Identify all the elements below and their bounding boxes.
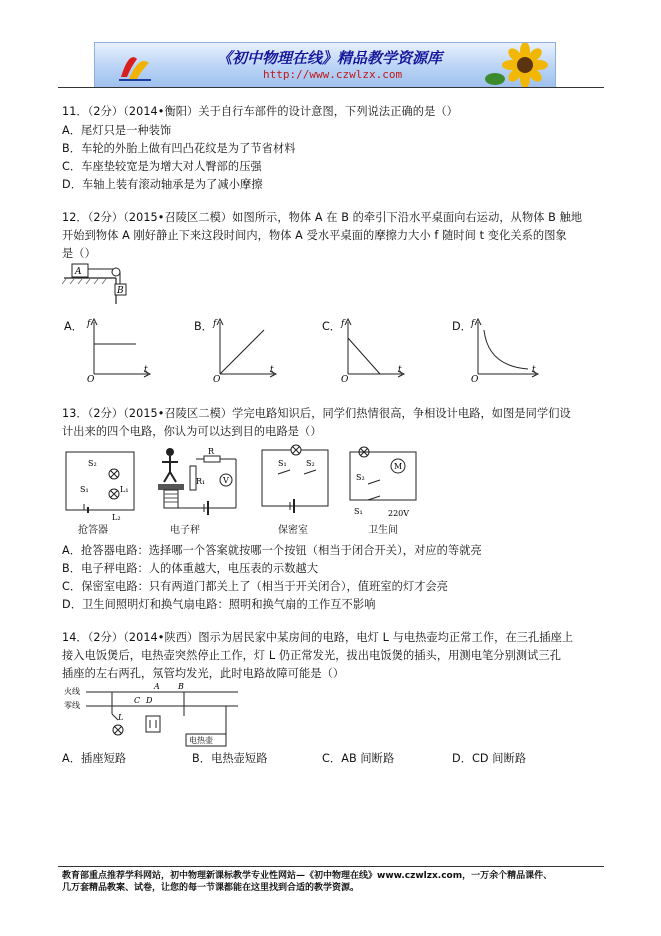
q12-graph-option-b-label[interactable]: B．: [194, 320, 213, 333]
q13-circuit-2-caption: 电子秤: [170, 525, 200, 536]
q13-c3-s1: S₁: [278, 459, 287, 468]
q13-circuit-2: [150, 444, 242, 526]
q13-circuit-3: [256, 444, 336, 526]
q12-graph-a-origin: O: [87, 375, 95, 382]
q12-graph-a-ylabel: f: [87, 319, 91, 329]
q13-c1-s2: S₂: [88, 459, 97, 468]
q14-option-b[interactable]: B．电热壶短路: [192, 752, 268, 765]
q13-circuit-1-caption: 抢答器: [78, 525, 108, 536]
q12-graph-option-c-label[interactable]: C．: [322, 320, 341, 333]
q14-kettle-label: 电热壶: [189, 736, 213, 745]
q13-c4-s1: S₁: [354, 507, 363, 516]
q12-pulley-figure: [62, 260, 142, 304]
q13-circuit-1: [62, 444, 140, 526]
sunflower-icon: [483, 43, 553, 87]
q14-stem-line3: 插座的左右两孔，氖管均发光，此时电路故障可能是（）: [62, 667, 345, 680]
q13-option-c[interactable]: C．保密室电路：只有两道门都关上了（相当于开关闭合），值班室的灯才会亮: [62, 580, 449, 593]
q12-graph-d[interactable]: [470, 316, 542, 382]
q12-graph-b-xlabel: t: [270, 365, 274, 375]
q14-live-label: 火线: [64, 687, 80, 696]
q12-block-b-label: B: [117, 286, 124, 296]
logo-icon: [115, 47, 155, 83]
footer-line1: 教育部重点推荐学科网站，初中物理新课标教学专业性网站—《初中物理在线》www.czwlzx.com，一万余个精品课件、: [62, 871, 553, 881]
q12-block-a-label: A: [75, 267, 82, 277]
q12-graph-b[interactable]: [212, 316, 278, 382]
q13-stem-line2: 计出来的四个电路，你认为可以达到目的电路是（）: [62, 425, 322, 438]
q14-stem-line1: 14．（2分）（2014•陕西）图示为居民家中某房间的电路，电灯 L 与电热壶均正常工作，在三孔插座上: [62, 631, 574, 644]
q14-stem-line2: 接入电饭煲后，电热壶突然停止工作，灯 L 仍正常发光，拔出电饭煲的插头，用测电笔分别测试三孔: [62, 649, 562, 662]
banner-title: 《初中物理在线》精品教学资源库: [217, 49, 443, 67]
q13-option-d[interactable]: D．卫生间照明灯和换气扇电路：照明和换气扇的工作互不影响: [62, 598, 376, 611]
q13-circuit-4-caption: 卫生间: [368, 525, 398, 536]
banner-url[interactable]: http://www.czwlzx.com: [263, 68, 403, 81]
q14-point-d: D: [146, 696, 153, 705]
q11-option-d[interactable]: D．车轴上装有滚动轴承是为了减小摩擦: [62, 178, 263, 191]
q12-graph-a[interactable]: [86, 316, 152, 382]
q12-graph-d-xlabel: t: [532, 365, 536, 375]
q14-option-d[interactable]: D．CD 间断路: [452, 752, 527, 765]
q12-stem-line1: 12．（2分）（2015•召陵区二模）如图所示，物体 A 在 B 的牵引下沿水平桌面向右运动，从物体 B 触地: [62, 211, 583, 224]
q13-c4-m: M: [394, 462, 403, 471]
header-rule: [58, 87, 604, 88]
q12-graph-b-origin: O: [213, 375, 221, 382]
q13-c1-l2: L₂: [112, 513, 121, 522]
q14-lamp-label: L: [118, 713, 124, 722]
q12-graph-d-origin: O: [471, 375, 479, 382]
q14-neutral-label: 零线: [64, 701, 80, 710]
q14-point-c: C: [134, 696, 141, 705]
q12-stem-line3: 是（）: [62, 247, 96, 260]
q13-c1-s1: S₁: [80, 485, 89, 494]
q13-circuit-3-caption: 保密室: [278, 525, 308, 536]
q12-graph-option-d-label[interactable]: D．: [452, 320, 472, 333]
q12-graph-d-ylabel: f: [471, 319, 475, 329]
q13-circuit-4: [344, 444, 426, 526]
q12-graph-b-ylabel: f: [213, 319, 217, 329]
q14-option-c[interactable]: C．AB 间断路: [322, 752, 395, 765]
q13-c2-v: V: [223, 476, 229, 485]
q12-graph-a-xlabel: t: [144, 365, 148, 375]
footer-line2: 几万套精品教案、试卷，让您的每一节课都能在这里找到合适的教学资源。: [62, 883, 360, 893]
q13-option-a[interactable]: A．抢答器电路：选择哪一个答案就按哪一个按钮（相当于闭合开关），对应的等就亮: [62, 544, 482, 557]
q14-option-a[interactable]: A．插座短路: [62, 752, 127, 765]
q13-c1-l1: L₁: [120, 485, 129, 494]
q12-stem-line2: 开始到物体 A 刚好静止下来这段时间内，物体 A 受水平桌面的摩擦力大小 f 随时间 t 变化关系的图象: [62, 229, 567, 242]
q13-c4-s2: S₂: [356, 473, 365, 482]
footer-rule: [58, 866, 604, 867]
q14-point-b: B: [178, 682, 184, 691]
q13-option-b[interactable]: B．电子秤电路：人的体重越大，电压表的示数越大: [62, 562, 319, 575]
q13-c2-r: R: [208, 447, 215, 456]
q12-graph-c-origin: O: [341, 375, 349, 382]
q11-stem: 11．（2分）（2014•衡阳）关于自行车部件的设计意图，下列说法正确的是（）: [62, 105, 458, 118]
q12-graph-c[interactable]: [340, 316, 406, 382]
q14-point-a: A: [154, 682, 160, 691]
q13-c2-r1: R₁: [196, 477, 206, 486]
q13-c4-volt: 220V: [388, 509, 410, 518]
q12-graph-c-ylabel: f: [341, 319, 345, 329]
q11-option-b[interactable]: B．车轮的外胎上做有凹凸花纹是为了节省材料: [62, 142, 296, 155]
q11-option-c[interactable]: C．车座垫较宽是为增大对人臀部的压强: [62, 160, 262, 173]
q12-graph-option-a-label[interactable]: A．: [64, 320, 83, 333]
q13-stem-line1: 13．（2分）（2015•召陵区二模）学完电路知识后，同学们热情很高，争相设计电路，如图是同学们设: [62, 407, 571, 420]
header-banner: [94, 42, 556, 88]
q14-circuit-figure: [62, 680, 242, 748]
q13-c3-s2: S₂: [306, 459, 315, 468]
q11-option-a[interactable]: A．尾灯只是一种装饰: [62, 124, 172, 137]
q12-graph-c-xlabel: t: [398, 365, 402, 375]
